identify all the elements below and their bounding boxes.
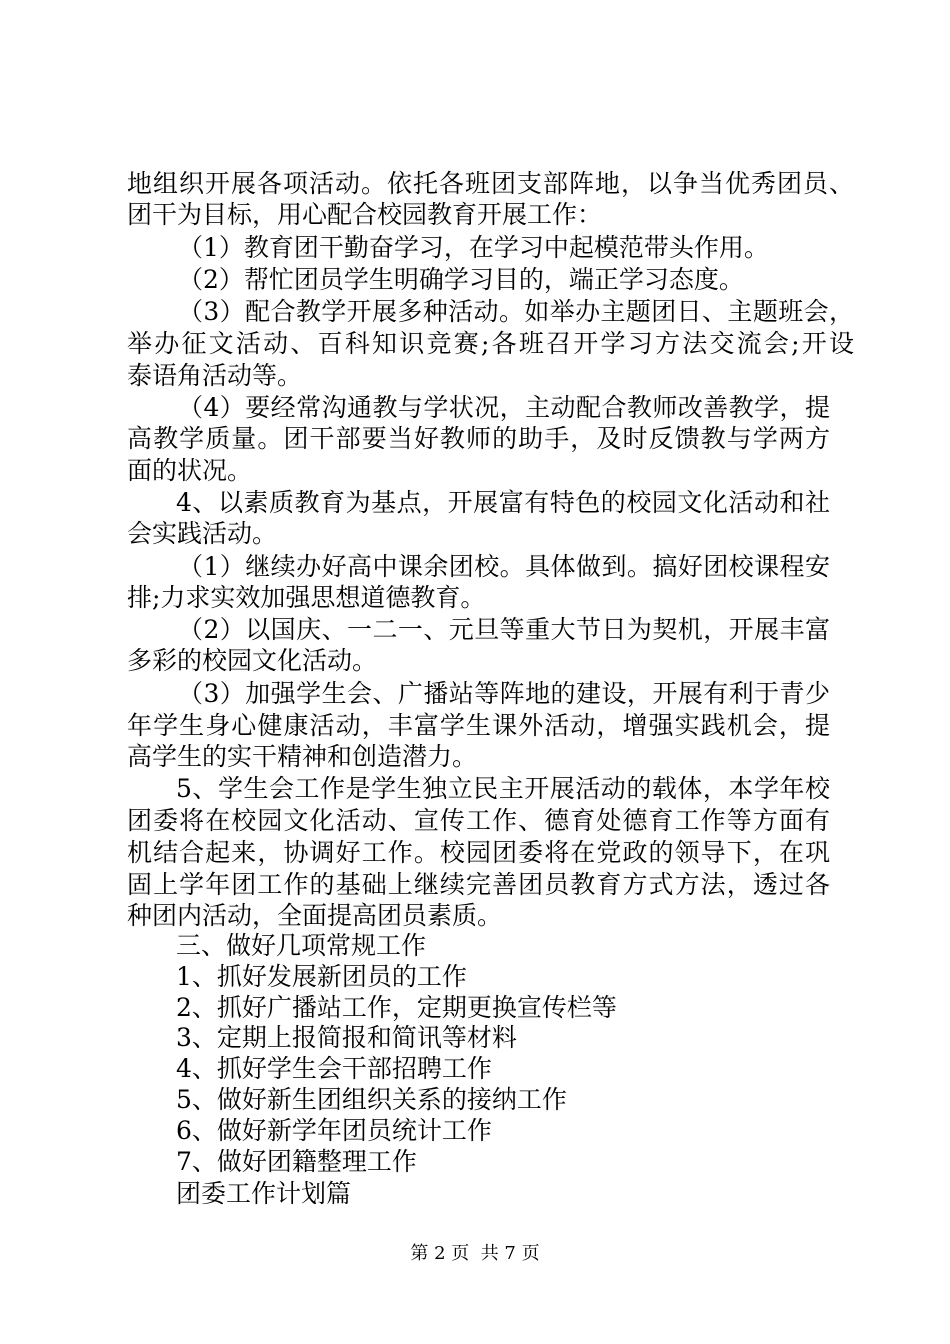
text-line: 会实践活动。 xyxy=(127,519,278,548)
text-line: 高教学质量。团干部要当好教师的助手，及时反馈教与学两方 xyxy=(127,424,830,453)
text-line: 地组织开展各项活动。依托各班团支部阵地，以争当优秀团员、 xyxy=(127,169,854,198)
section-heading: 5、学生会工作是学生独立民主开展活动的载体，本学年校 xyxy=(176,774,830,803)
text-line: 排;力求实效加强思想道德教育。 xyxy=(127,583,486,612)
section-heading: 团委工作计划篇 xyxy=(176,1179,352,1208)
text-line: 种团内活动，全面提高团员素质。 xyxy=(127,901,503,930)
text-line: 面的状况。 xyxy=(127,456,253,485)
list-item: 3、定期上报简报和简讯等材料 xyxy=(176,1023,517,1052)
list-item: （2）以国庆、一二一、元旦等重大节日为契机，开展丰富 xyxy=(178,615,830,644)
text-line: 举办征文活动、百科知识竞赛;各班召开学习方法交流会;开设 xyxy=(127,329,854,358)
list-item: 2、抓好广播站工作，定期更换宣传栏等 xyxy=(176,993,617,1022)
text-line: 团委将在校园文化活动、宣传工作、德育处德育工作等方面有 xyxy=(127,806,830,835)
page-footer xyxy=(0,1243,950,1265)
list-item: （4）要经常沟通教与学状况，主动配合教师改善教学，提 xyxy=(178,393,830,422)
list-item: 5、做好新生团组织关系的接纳工作 xyxy=(176,1085,567,1114)
section-heading: 4、以素质教育为基点，开展富有特色的校园文化活动和社 xyxy=(176,488,830,517)
list-item: （3）加强学生会、广播站等阵地的建设，开展有利于青少 xyxy=(178,679,830,708)
list-item: （1）教育团干勤奋学习，在学习中起模范带头作用。 xyxy=(178,233,769,262)
text-line: 固上学年团工作的基础上继续完善团员教育方式方法，透过各 xyxy=(127,870,830,899)
text-line: 团干为目标，用心配合校园教育开展工作： xyxy=(127,200,603,229)
list-item: （2）帮忙团员学生明确学习目的，端正学习态度。 xyxy=(178,265,744,294)
list-item: 1、抓好发展新团员的工作 xyxy=(176,962,467,991)
text-line: 多彩的校园文化活动。 xyxy=(127,646,378,675)
text-line: 年学生身心健康活动，丰富学生课外活动，增强实践机会，提 xyxy=(127,711,830,740)
list-item: 4、抓好学生会干部招聘工作 xyxy=(176,1054,492,1083)
text-line: 高学生的实干精神和创造潜力。 xyxy=(127,742,478,771)
list-item: 7、做好团籍整理工作 xyxy=(176,1147,417,1176)
section-heading: 三、做好几项常规工作 xyxy=(176,931,427,960)
text-line: 机结合起来，协调好工作。校园团委将在党政的领导下，在巩 xyxy=(127,838,830,867)
list-item: （3）配合教学开展多种活动。如举办主题团日、主题班会， xyxy=(178,297,854,326)
list-item: 6、做好新学年团员统计工作 xyxy=(176,1116,492,1145)
text-line: 泰语角活动等。 xyxy=(127,361,303,390)
list-item: （1）继续办好高中课余团校。具体做到。搞好团校课程安 xyxy=(178,552,830,581)
page-number: 第 2 页 共 7 页 xyxy=(410,1243,540,1264)
